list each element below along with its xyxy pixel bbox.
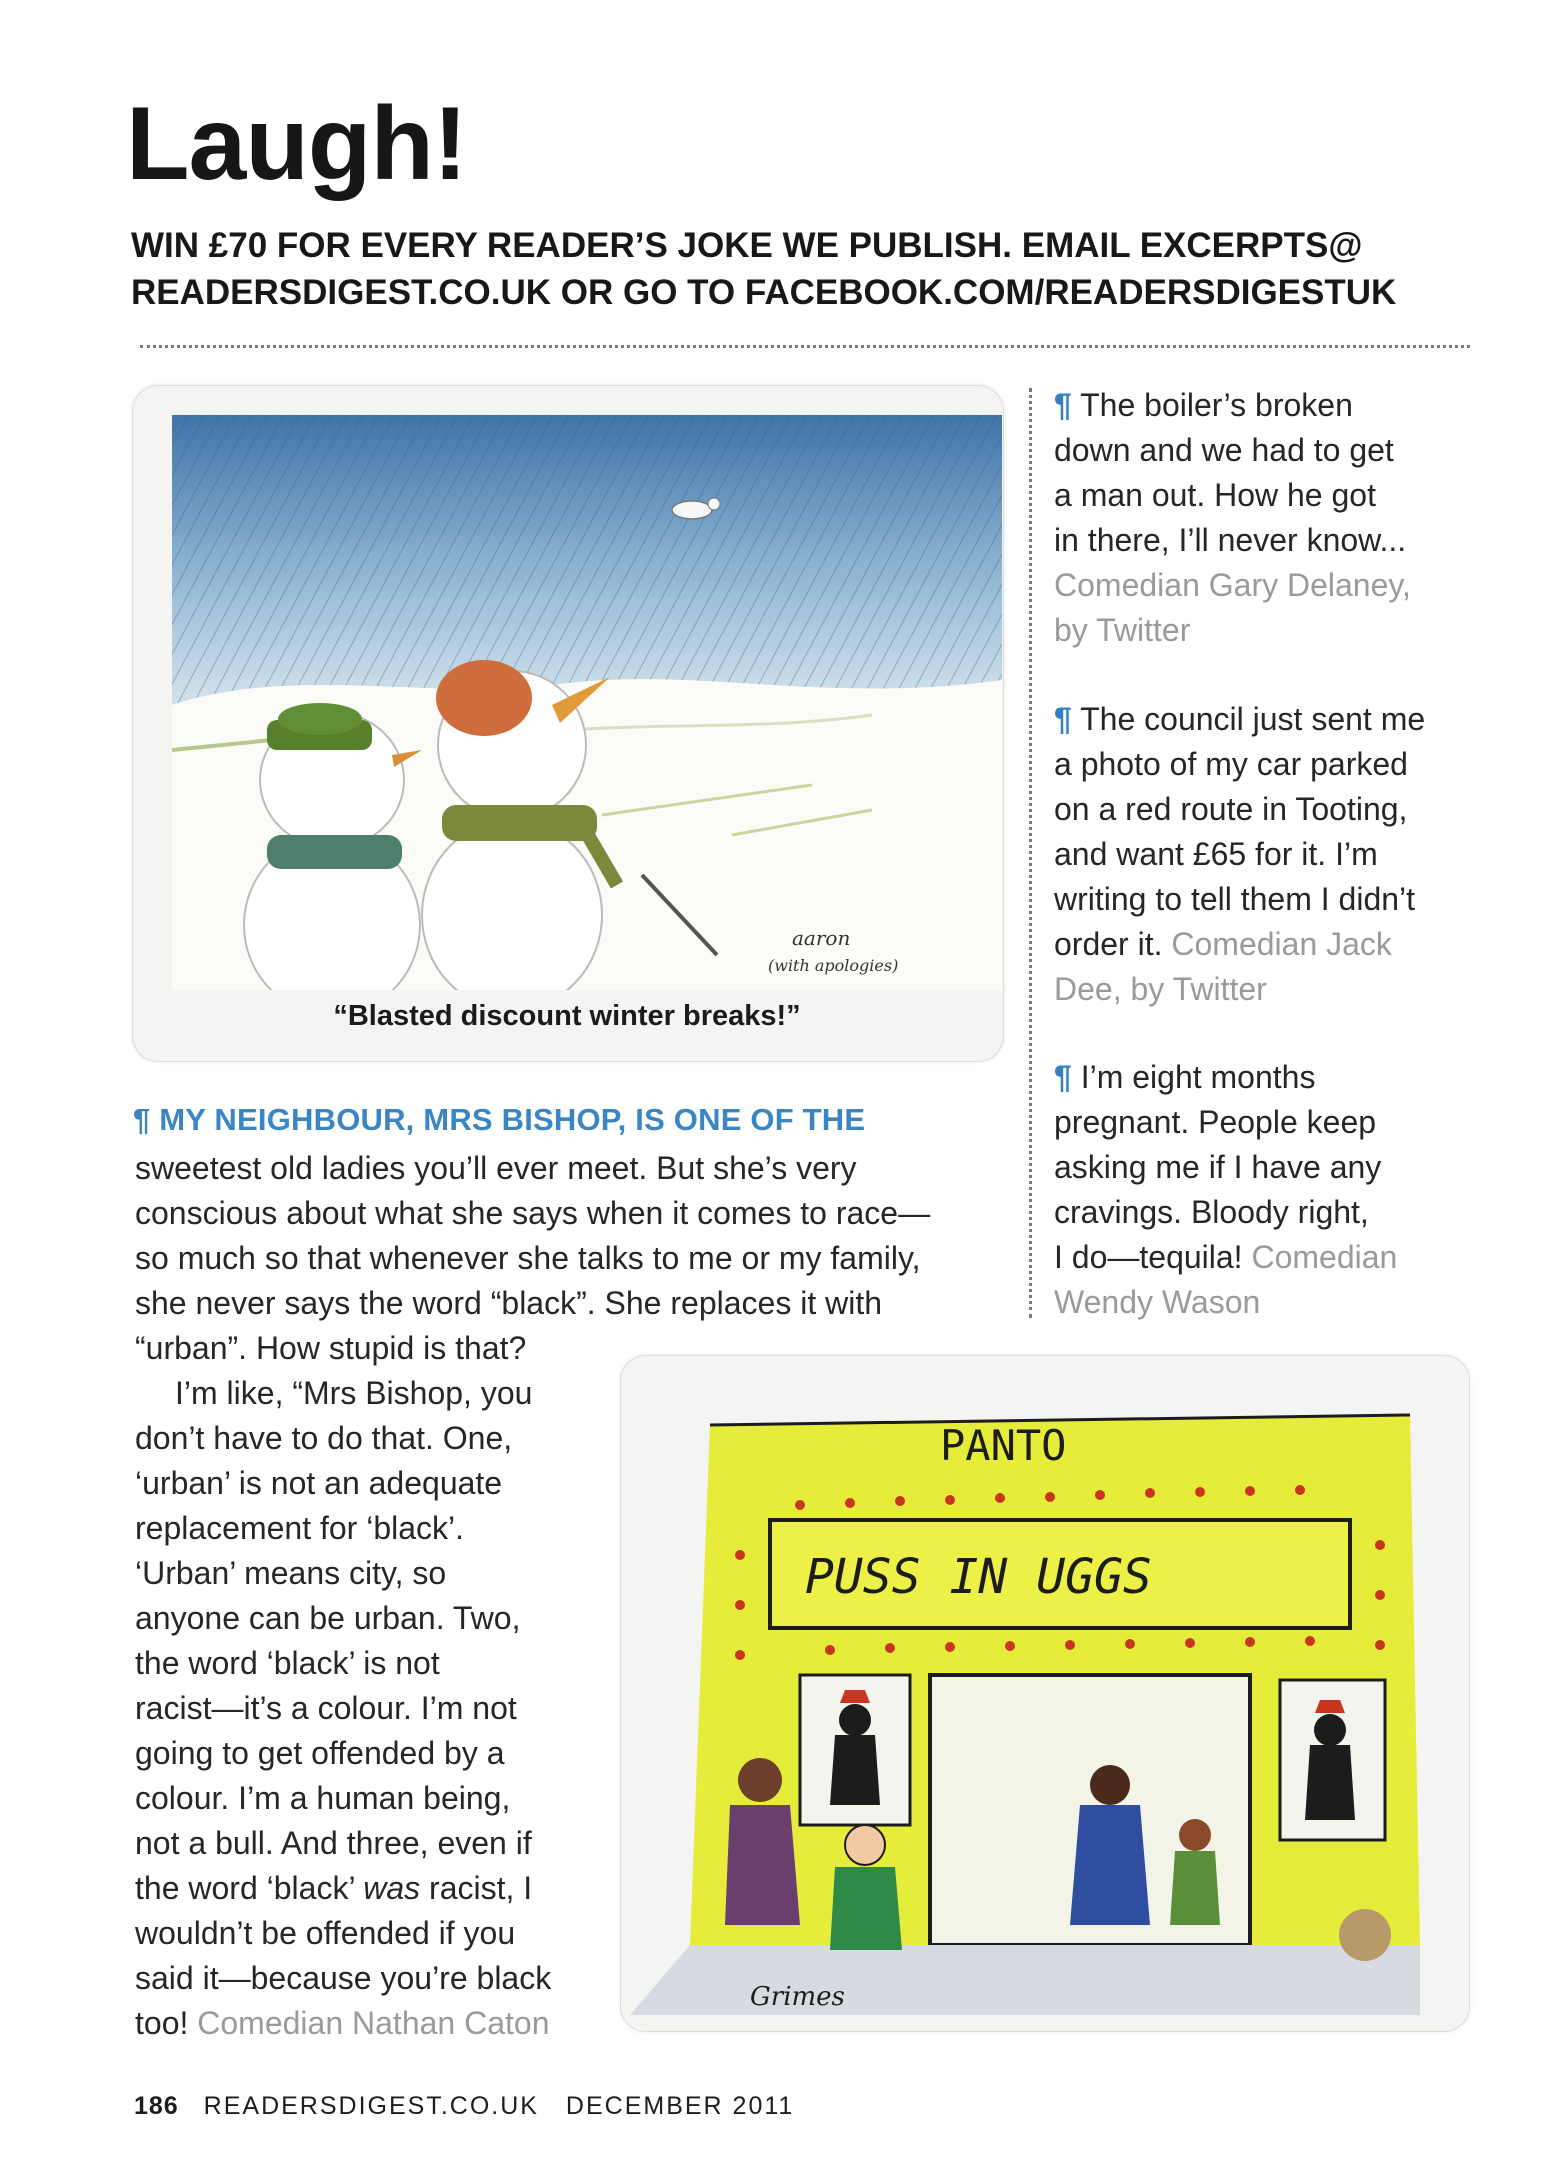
main-joke-line: the word ‘black’ is not (135, 1645, 440, 1681)
main-joke-line: wouldn’t be offended if you (135, 1915, 516, 1951)
joke-line: and want £65 for it. I’m (1054, 836, 1378, 872)
joke-credit: Comedian Nathan Caton (197, 2005, 550, 2041)
joke-credit: by Twitter (1054, 612, 1191, 648)
joke-credit: Comedian Jack (1171, 926, 1392, 962)
main-joke-line: she never says the word “black”. She replaces it with (135, 1285, 882, 1321)
main-joke-line: sweetest old ladies you’ll ever meet. But she’s very (135, 1150, 857, 1186)
main-joke-line: ‘Urban’ means city, so (135, 1555, 447, 1591)
joke-line: writing to tell them I didn’t (1054, 881, 1416, 917)
joke-line: a photo of my car parked (1054, 746, 1408, 782)
side-joke-1 (1054, 383, 1474, 653)
main-joke-line: so much so that whenever she talks to me or my family, (135, 1240, 921, 1276)
joke-line: cravings. Bloody right, (1054, 1194, 1369, 1230)
cartoon-caption: “Blasted discount winter breaks!” (333, 1000, 801, 1032)
pilcrow-icon: ¶ (1054, 387, 1072, 423)
main-joke-line: ‘urban’ is not an adequate (135, 1465, 503, 1501)
column-divider (1029, 388, 1032, 1318)
main-joke-line: said it—because you’re black (135, 1960, 552, 1996)
submission-line-1: WIN £70 FOR EVERY READER’S JOKE WE PUBLISH. EMAIL EXCERPTS@ (131, 226, 1363, 265)
pilcrow-icon: ¶ (1054, 1059, 1072, 1095)
panto-sign-top: PANTO (940, 1421, 1067, 1470)
joke-line: ¶ I’m eight months (1054, 1059, 1316, 1095)
panto-signature: Grimes (750, 1982, 845, 2012)
footer-site: READERSDIGEST.CO.UK (203, 2092, 539, 2120)
joke-credit: Comedian Gary Delaney, (1054, 567, 1411, 603)
joke-line: in there, I’ll never know... (1054, 522, 1407, 558)
main-joke-line: conscious about what she says when it comes to race— (135, 1195, 931, 1231)
joke-line: ¶ The boiler’s broken (1054, 387, 1353, 423)
submission-line-2: READERSDIGEST.CO.UK OR GO TO FACEBOOK.COM/READERSDIGESTUK (131, 273, 1397, 312)
page-footer (134, 2092, 794, 2121)
joke-credit: Dee, by Twitter (1054, 971, 1267, 1007)
main-joke-lead: ¶ MY NEIGHBOUR, MRS BISHOP, IS ONE OF THE (133, 1102, 866, 1137)
panto-cartoon (630, 1385, 1420, 2015)
main-joke-line: “urban”. How stupid is that? (135, 1330, 527, 1366)
joke-line: a man out. How he got (1054, 477, 1376, 513)
snowman-green-hat-icon (244, 703, 422, 990)
main-joke-line: colour. I’m a human being, (135, 1780, 511, 1816)
main-joke-line: replacement for ‘black’. (135, 1510, 465, 1546)
page-number: 186 (134, 2092, 179, 2120)
main-joke-line: anyone can be urban. Two, (135, 1600, 521, 1636)
joke-credit: Comedian (1251, 1239, 1398, 1275)
joke-line: down and we had to get (1054, 432, 1394, 468)
pilcrow-icon: ¶ (133, 1102, 151, 1137)
panto-sign-main: PUSS IN UGGS (805, 1549, 1152, 1605)
cartoon-signature-note: (with apologies) (768, 956, 899, 975)
main-joke-line: too! Comedian Nathan Caton (135, 2005, 550, 2041)
submission-info (131, 222, 1461, 316)
joke-line: I do—tequila! Comedian (1054, 1239, 1398, 1275)
cartoon-signature: aaron (792, 926, 851, 950)
pilcrow-icon: ¶ (1054, 701, 1072, 737)
footer-issue: DECEMBER 2011 (565, 2092, 795, 2120)
header-divider (140, 345, 1470, 348)
joke-line: on a red route in Tooting, (1054, 791, 1408, 827)
main-joke-line: I’m like, “Mrs Bishop, you (175, 1375, 533, 1411)
main-joke-line: racist—it’s a colour. I’m not (135, 1690, 517, 1726)
side-joke-2 (1054, 697, 1474, 1012)
joke-line: pregnant. People keep (1054, 1104, 1377, 1140)
page-title: Laugh! (126, 86, 467, 202)
side-joke-3 (1054, 1055, 1474, 1325)
joke-line: ¶ The council just sent me (1054, 701, 1426, 737)
main-joke-line: the word ‘black’ was racist, I (135, 1870, 533, 1906)
main-joke-line: not a bull. And three, even if (135, 1825, 532, 1861)
snowmen-cartoon (172, 415, 1002, 990)
main-joke-line: going to get offended by a (135, 1735, 505, 1771)
main-joke-line: don’t have to do that. One, (135, 1420, 513, 1456)
joke-line: order it. Comedian Jack (1054, 926, 1392, 962)
joke-line: asking me if I have any (1054, 1149, 1382, 1185)
joke-credit: Wendy Wason (1054, 1284, 1261, 1320)
